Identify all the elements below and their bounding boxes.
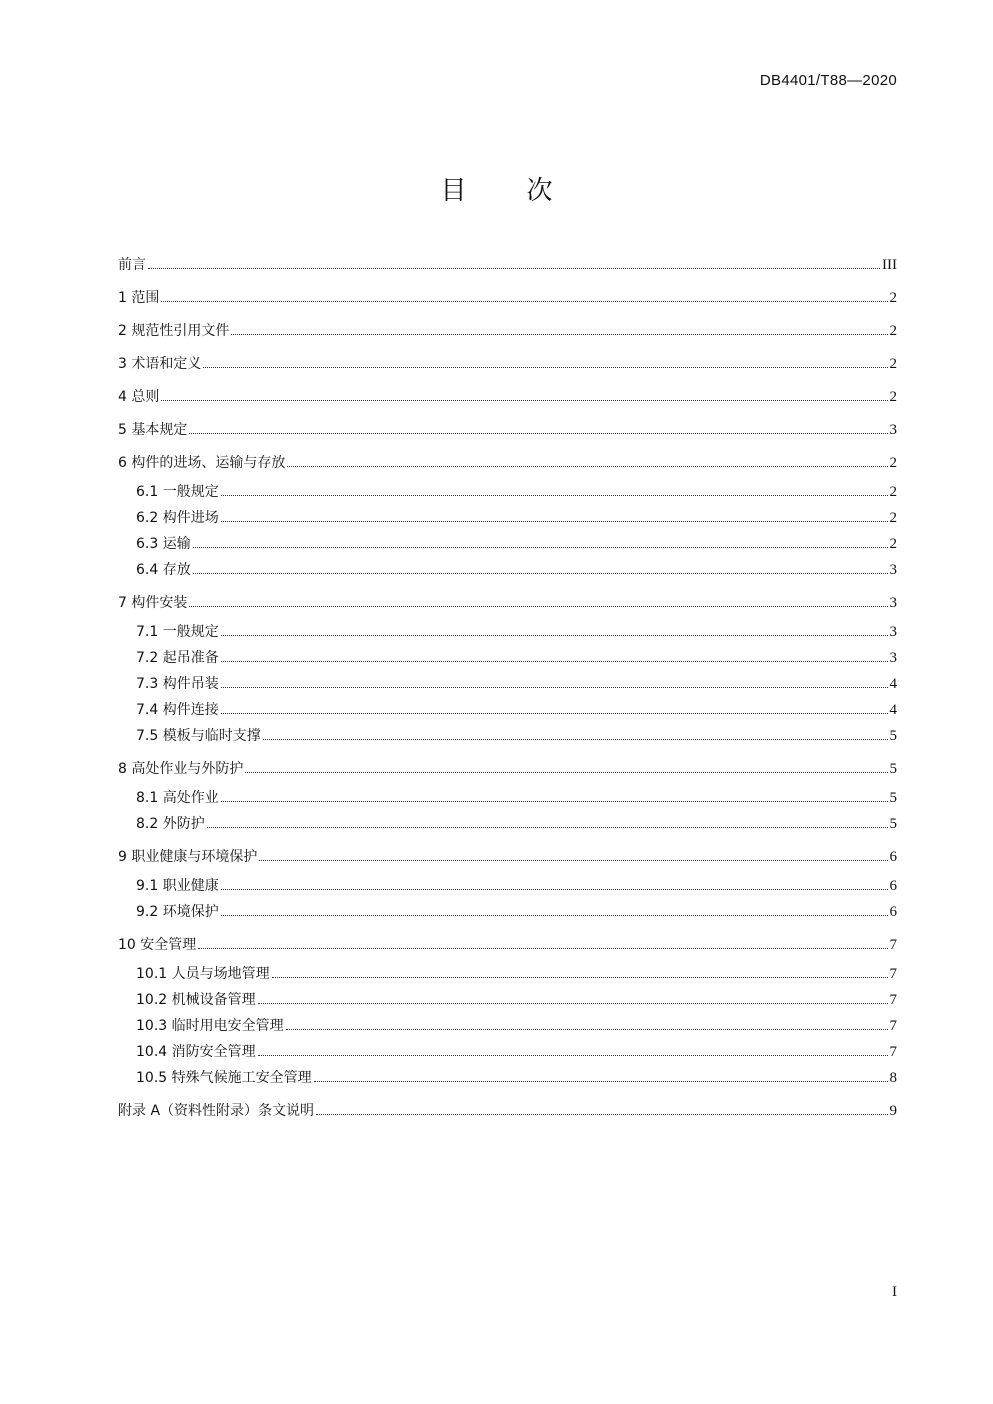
toc-dot-leader	[189, 606, 887, 607]
toc-dot-leader	[221, 635, 888, 636]
toc-subentry[interactable]	[118, 785, 897, 811]
toc-entry-page: 3	[889, 595, 897, 611]
toc-entry-page: 6	[889, 849, 897, 865]
toc-entry-label: 6.2 构件进场	[136, 510, 219, 526]
toc-entry[interactable]	[118, 844, 897, 870]
toc-dot-leader	[287, 466, 887, 467]
toc-entry-page: 5	[889, 761, 897, 777]
toc-entry-label: 7.2 起吊准备	[136, 650, 219, 666]
toc-dot-leader	[221, 687, 888, 688]
toc-entry-label: 7.3 构件吊装	[136, 676, 219, 692]
toc-dot-leader	[161, 301, 887, 302]
toc-entry-page: 2	[889, 290, 897, 306]
toc-entry-page: 7	[889, 1044, 897, 1060]
toc-entry-page: III	[882, 257, 897, 273]
page-title	[0, 170, 993, 207]
toc-entry-label: 5 基本规定	[118, 422, 188, 438]
toc-subentry[interactable]	[118, 899, 897, 925]
toc-entry-label: 4 总则	[118, 389, 160, 405]
toc-entry-page: 7	[889, 966, 897, 982]
toc-entry-label: 10.4 消防安全管理	[136, 1044, 256, 1060]
toc-entry-label: 10.2 机械设备管理	[136, 992, 256, 1008]
toc-subentry[interactable]	[118, 619, 897, 645]
toc-subentry[interactable]	[118, 1013, 897, 1039]
toc-entry-label: 8.1 高处作业	[136, 790, 219, 806]
toc-dot-leader	[189, 433, 887, 434]
toc-dot-leader	[314, 1081, 888, 1082]
toc-entry-page: 4	[889, 702, 897, 718]
toc-dot-leader	[148, 268, 880, 269]
toc-entry-label: 9 职业健康与环境保护	[118, 849, 258, 865]
toc-entry-page: 3	[889, 422, 897, 438]
toc-subentry[interactable]	[118, 873, 897, 899]
toc-dot-leader	[221, 521, 888, 522]
toc-dot-leader	[231, 334, 887, 335]
toc-entry-label: 8 高处作业与外防护	[118, 761, 244, 777]
toc-entry-page: 2	[889, 455, 897, 471]
title-char-1: 目	[440, 176, 467, 206]
toc-dot-leader	[221, 661, 888, 662]
toc-entry-label: 附录 A（资料性附录）条文说明	[118, 1103, 315, 1119]
toc-dot-leader	[258, 1055, 888, 1056]
toc-dot-leader	[272, 977, 888, 978]
toc-entry[interactable]	[118, 756, 897, 782]
toc-entry-label: 10.5 特殊气候施工安全管理	[136, 1070, 312, 1086]
toc-entry-label: 6.3 运输	[136, 536, 191, 552]
toc-entry-page: 2	[889, 536, 897, 552]
toc-subentry[interactable]	[118, 811, 897, 837]
toc-entry-page: 2	[889, 510, 897, 526]
toc-dot-leader	[193, 573, 888, 574]
toc-subentry[interactable]	[118, 479, 897, 505]
page-number: I	[892, 1284, 897, 1300]
toc-entry-page: 7	[889, 937, 897, 953]
toc-dot-leader	[286, 1029, 888, 1030]
toc-dot-leader	[221, 713, 888, 714]
toc-entry-label: 8.2 外防护	[136, 816, 205, 832]
toc-entry-page: 7	[889, 1018, 897, 1034]
toc-entry-page: 8	[889, 1070, 897, 1086]
toc-subentry[interactable]	[118, 723, 897, 749]
toc-dot-leader	[316, 1114, 887, 1115]
toc-entry-page: 3	[889, 562, 897, 578]
toc-entry[interactable]	[118, 318, 897, 344]
toc-entry-label: 7 构件安装	[118, 595, 188, 611]
toc-entry-label: 7.1 一般规定	[136, 624, 219, 640]
toc-entry-page: 2	[889, 356, 897, 372]
toc-dot-leader	[245, 772, 887, 773]
toc-entry-page: 2	[889, 389, 897, 405]
toc-entry[interactable]	[118, 450, 897, 476]
toc-entry-label: 7.4 构件连接	[136, 702, 219, 718]
toc-subentry[interactable]	[118, 505, 897, 531]
toc-dot-leader	[221, 801, 888, 802]
toc-entry-label: 6 构件的进场、运输与存放	[118, 455, 286, 471]
toc-entry-page: 3	[889, 624, 897, 640]
toc-entry[interactable]	[118, 252, 897, 278]
toc-dot-leader	[221, 915, 888, 916]
document-code: DB4401/T88—2020	[759, 72, 897, 89]
toc-entry-label: 6.1 一般规定	[136, 484, 219, 500]
toc-subentry[interactable]	[118, 961, 897, 987]
toc-entry[interactable]	[118, 590, 897, 616]
toc-dot-leader	[207, 827, 888, 828]
toc-entry-label: 前言	[118, 257, 146, 273]
toc-entry-page: 5	[889, 790, 897, 806]
toc-entry-label: 10 安全管理	[118, 937, 197, 953]
toc-dot-leader	[161, 400, 887, 401]
table-of-contents	[118, 252, 897, 1124]
toc-entry-label: 3 术语和定义	[118, 356, 202, 372]
toc-dot-leader	[259, 860, 887, 861]
toc-subentry[interactable]	[118, 531, 897, 557]
toc-dot-leader	[198, 948, 887, 949]
toc-entry-page: 5	[889, 816, 897, 832]
toc-dot-leader	[221, 889, 888, 890]
toc-dot-leader	[203, 367, 887, 368]
toc-entry-label: 6.4 存放	[136, 562, 191, 578]
toc-entry[interactable]	[118, 351, 897, 377]
toc-entry-label: 2 规范性引用文件	[118, 323, 230, 339]
toc-entry-page: 6	[889, 904, 897, 920]
toc-entry[interactable]	[118, 384, 897, 410]
toc-entry-label: 9.1 职业健康	[136, 878, 219, 894]
toc-entry-label: 10.3 临时用电安全管理	[136, 1018, 284, 1034]
toc-entry-page: 5	[889, 728, 897, 744]
toc-entry-label: 1 范围	[118, 290, 160, 306]
toc-entry-page: 4	[889, 676, 897, 692]
toc-entry[interactable]	[118, 1098, 897, 1124]
toc-subentry[interactable]	[118, 987, 897, 1013]
toc-subentry[interactable]	[118, 557, 897, 583]
toc-subentry[interactable]	[118, 1065, 897, 1091]
toc-subentry[interactable]	[118, 697, 897, 723]
toc-entry-page: 2	[889, 323, 897, 339]
toc-entry-page: 3	[889, 650, 897, 666]
toc-entry-page: 7	[889, 992, 897, 1008]
toc-entry-label: 9.2 环境保护	[136, 904, 219, 920]
toc-entry[interactable]	[118, 285, 897, 311]
toc-entry[interactable]	[118, 417, 897, 443]
title-char-2: 次	[526, 176, 553, 206]
toc-entry-label: 7.5 模板与临时支撑	[136, 728, 261, 744]
toc-dot-leader	[221, 495, 888, 496]
toc-entry-label: 10.1 人员与场地管理	[136, 966, 270, 982]
toc-dot-leader	[258, 1003, 888, 1004]
toc-subentry[interactable]	[118, 671, 897, 697]
toc-entry[interactable]	[118, 932, 897, 958]
toc-dot-leader	[263, 739, 888, 740]
toc-dot-leader	[193, 547, 888, 548]
toc-subentry[interactable]	[118, 645, 897, 671]
toc-subentry[interactable]	[118, 1039, 897, 1065]
toc-entry-page: 2	[889, 484, 897, 500]
toc-entry-page: 9	[889, 1103, 897, 1119]
toc-entry-page: 6	[889, 878, 897, 894]
